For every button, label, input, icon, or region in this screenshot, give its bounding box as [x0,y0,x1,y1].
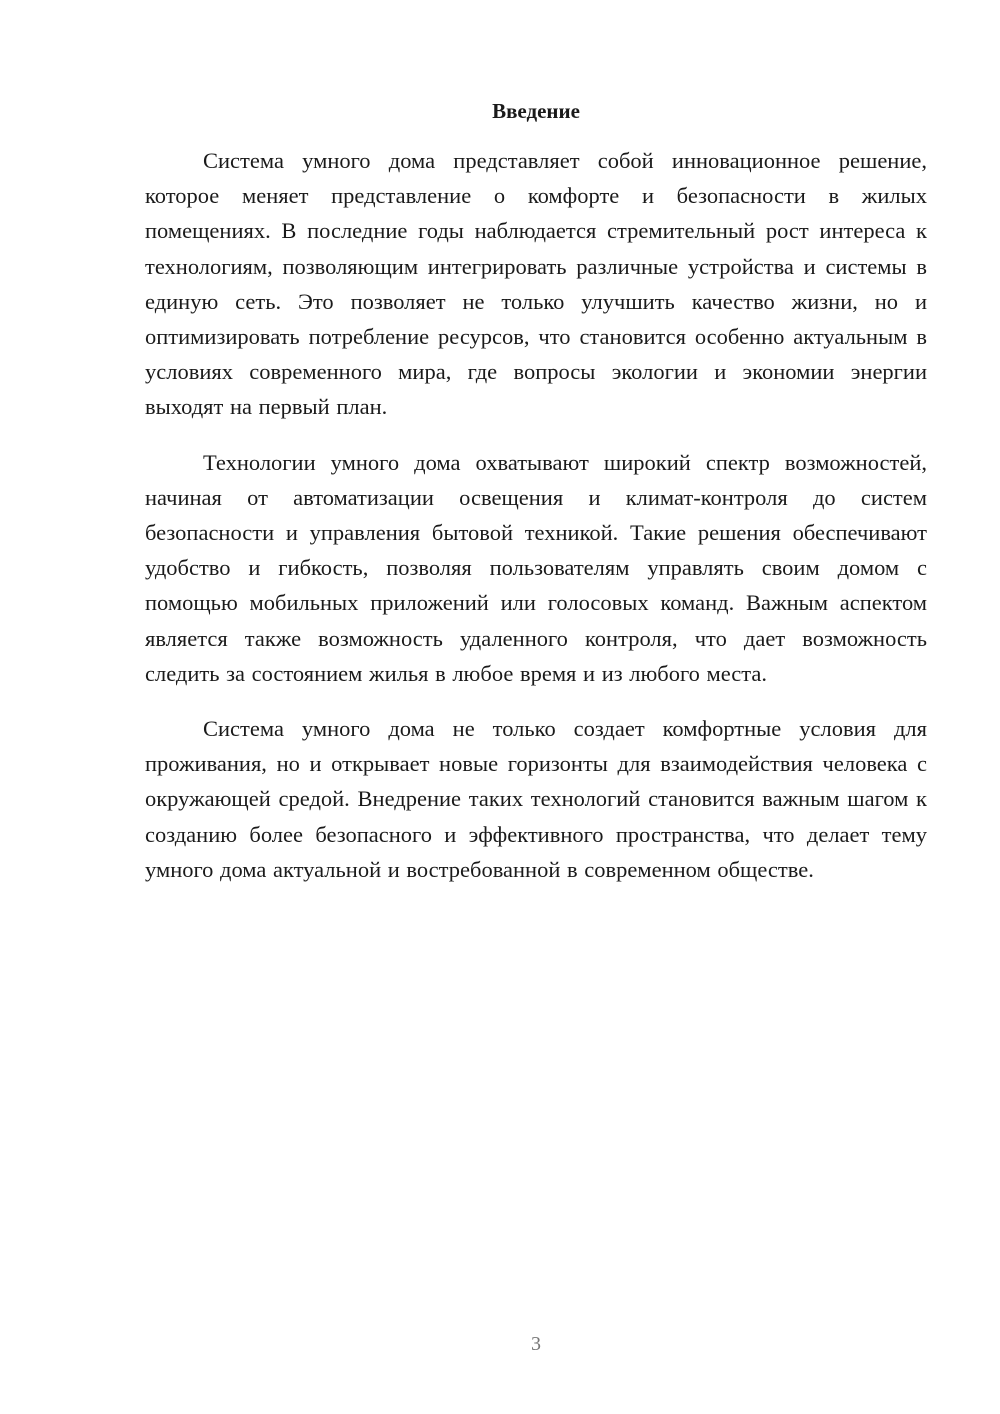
section-heading: Введение [492,99,580,123]
paragraph-1: Система умного дома представляет собой инновационное решение, которое меняет представление о комфорте и безопасности в жилых помещениях. В последние годы наблюдается стремительный рост интереса к технологиям, позволяющим интегрировать различные устройства и системы в единую сеть. Это позволяет не только улучшить качество жизни, но и оптимизировать потребление ресурсов, что становится особенно актуальным в условиях современного мира, где вопросы экологии и экономии энергии выходят на первый план. [145,148,927,420]
paragraph-3: Система умного дома не только создает комфортные условия для проживания, но и открывает новые горизонты для взаимодействия человека с окружающей средой. Внедрение таких технологий становится важным шагом к созданию более безопасного и эффективного пространства, что делает тему умного дома актуальной и востребованной в современном обществе. [145,716,927,882]
body-text [145,143,927,887]
page-number: 3 [531,1333,541,1355]
paragraph-2: Технологии умного дома охватывают широкий спектр возможностей, начиная от автоматизации освещения и климат-контроля до систем безопасности и управления бытовой техникой. Такие решения обеспечивают удобство и гибкость, позволяя пользователям управлять своим домом с помощью мобильных приложений или голосовых команд. Важным аспектом является также возможность удаленного контроля, что дает возможность следить за состоянием жилья в любое время и из любого места. [145,449,927,686]
